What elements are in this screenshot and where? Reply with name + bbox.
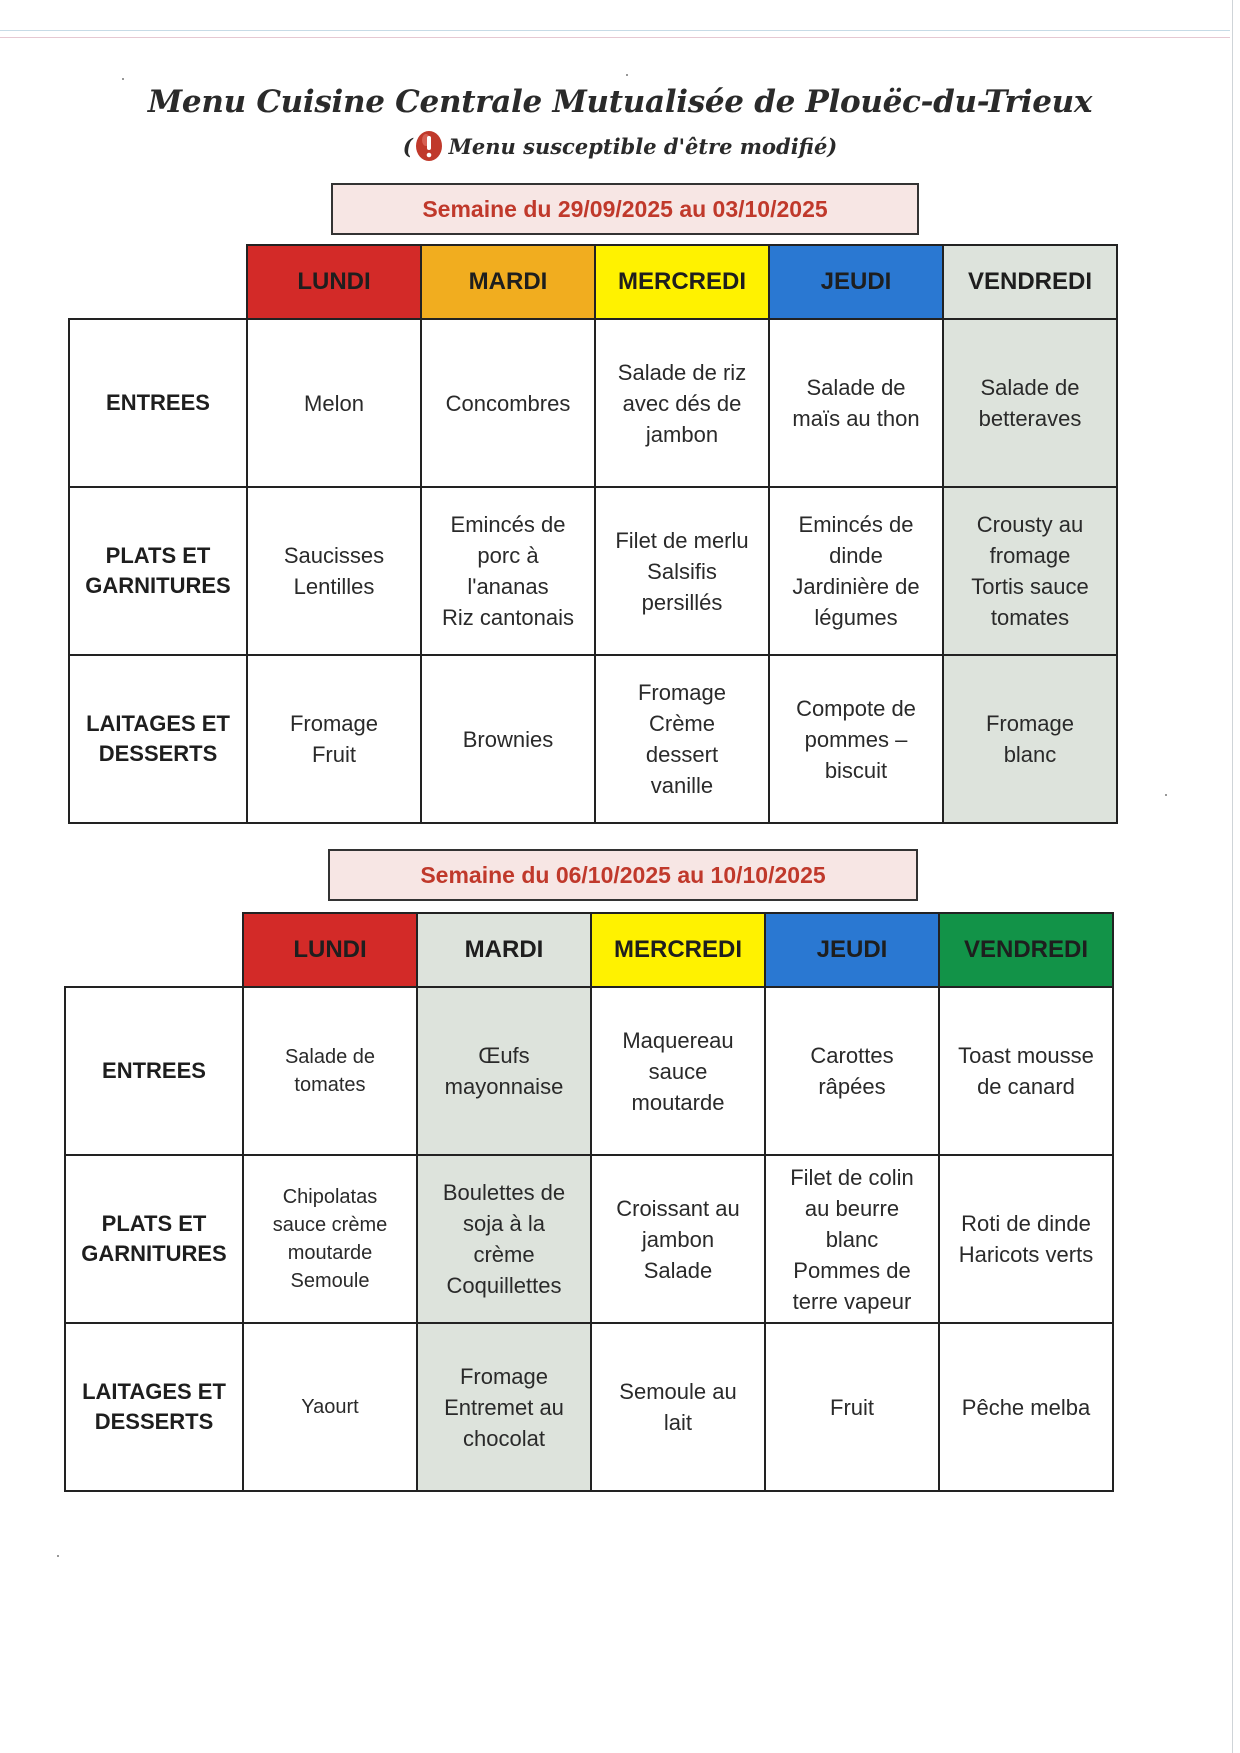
day-header-mercredi: MERCREDI <box>594 244 770 320</box>
page-title: Menu Cuisine Centrale Mutualisée de Plouëc-du-Trieux <box>147 84 1093 120</box>
scan-line-top <box>0 30 1230 31</box>
menu-cell: Emincés de porc à l'ananas Riz cantonais <box>420 486 596 656</box>
menu-cell: Pêche melba <box>938 1322 1114 1492</box>
menu-cell: Semoule au lait <box>590 1322 766 1492</box>
menu-cell: Maquereau sauce moutarde <box>590 986 766 1156</box>
row-label-laitages-desserts: LAITAGES ET DESSERTS <box>64 1322 244 1492</box>
row-label-entrees: ENTREES <box>68 318 248 488</box>
menu-cell: Compote de pommes – biscuit <box>768 654 944 824</box>
menu-cell: Concombres <box>420 318 596 488</box>
day-header-mardi: MARDI <box>420 244 596 320</box>
menu-cell: Yaourt <box>242 1322 418 1492</box>
menu-cell: Filet de merlu Salsifis persillés <box>594 486 770 656</box>
menu-cell: Salade de riz avec dés de jambon <box>594 318 770 488</box>
menu-cell: Fromage Entremet au chocolat <box>416 1322 592 1492</box>
menu-cell: Brownies <box>420 654 596 824</box>
menu-cell: Salade de maïs au thon <box>768 318 944 488</box>
menu-cell: Crousty au fromage Tortis sauce tomates <box>942 486 1118 656</box>
menu-cell: Salade de tomates <box>242 986 418 1156</box>
menu-cell: Fromage Crème dessert vanille <box>594 654 770 824</box>
menu-cell: Chipolatas sauce crème moutarde Semoule <box>242 1154 418 1324</box>
menu-cell: Saucisses Lentilles <box>246 486 422 656</box>
subtitle-open-paren: ( <box>402 134 413 159</box>
subtitle <box>0 130 1240 162</box>
menu-cell: Roti de dinde Haricots verts <box>938 1154 1114 1324</box>
menu-cell: Fromage Fruit <box>246 654 422 824</box>
day-header-jeudi: JEUDI <box>768 244 944 320</box>
week-1-label: Semaine du 29/09/2025 au 03/10/2025 <box>331 183 919 235</box>
scan-edge <box>1232 0 1233 1753</box>
day-header-mercredi: MERCREDI <box>590 912 766 988</box>
row-label-laitages-desserts: LAITAGES ET DESSERTS <box>68 654 248 824</box>
menu-cell: Melon <box>246 318 422 488</box>
menu-cell: Carottes râpées <box>764 986 940 1156</box>
exclamation-icon <box>415 130 443 162</box>
day-header-mardi: MARDI <box>416 912 592 988</box>
scan-line-top-pink <box>0 37 1230 38</box>
row-label-plats-garnitures: PLATS ET GARNITURES <box>64 1154 244 1324</box>
menu-cell: Boulettes de soja à la crème Coquillettes <box>416 1154 592 1324</box>
menu-cell: Croissant au jambon Salade <box>590 1154 766 1324</box>
day-header-lundi: LUNDI <box>246 244 422 320</box>
day-header-lundi: LUNDI <box>242 912 418 988</box>
week-2-label: Semaine du 06/10/2025 au 10/10/2025 <box>328 849 918 901</box>
day-header-vendredi: VENDREDI <box>942 244 1118 320</box>
menu-cell: Salade de betteraves <box>942 318 1118 488</box>
day-header-vendredi: VENDREDI <box>938 912 1114 988</box>
menu-cell: Œufs mayonnaise <box>416 986 592 1156</box>
scan-speck <box>122 78 124 80</box>
menu-cell: Fromage blanc <box>942 654 1118 824</box>
day-header-jeudi: JEUDI <box>764 912 940 988</box>
menu-cell: Emincés de dinde Jardinière de légumes <box>768 486 944 656</box>
menu-cell: Fruit <box>764 1322 940 1492</box>
menu-cell: Toast mousse de canard <box>938 986 1114 1156</box>
scan-speck <box>626 74 628 76</box>
row-label-plats-garnitures: PLATS ET GARNITURES <box>68 486 248 656</box>
menu-cell: Filet de colin au beurre blanc Pommes de terre vapeur <box>764 1154 940 1324</box>
scan-speck <box>1165 794 1167 796</box>
subtitle-text: Menu susceptible d'être modifié) <box>448 134 838 159</box>
row-label-entrees: ENTREES <box>64 986 244 1156</box>
scan-speck <box>57 1555 59 1557</box>
